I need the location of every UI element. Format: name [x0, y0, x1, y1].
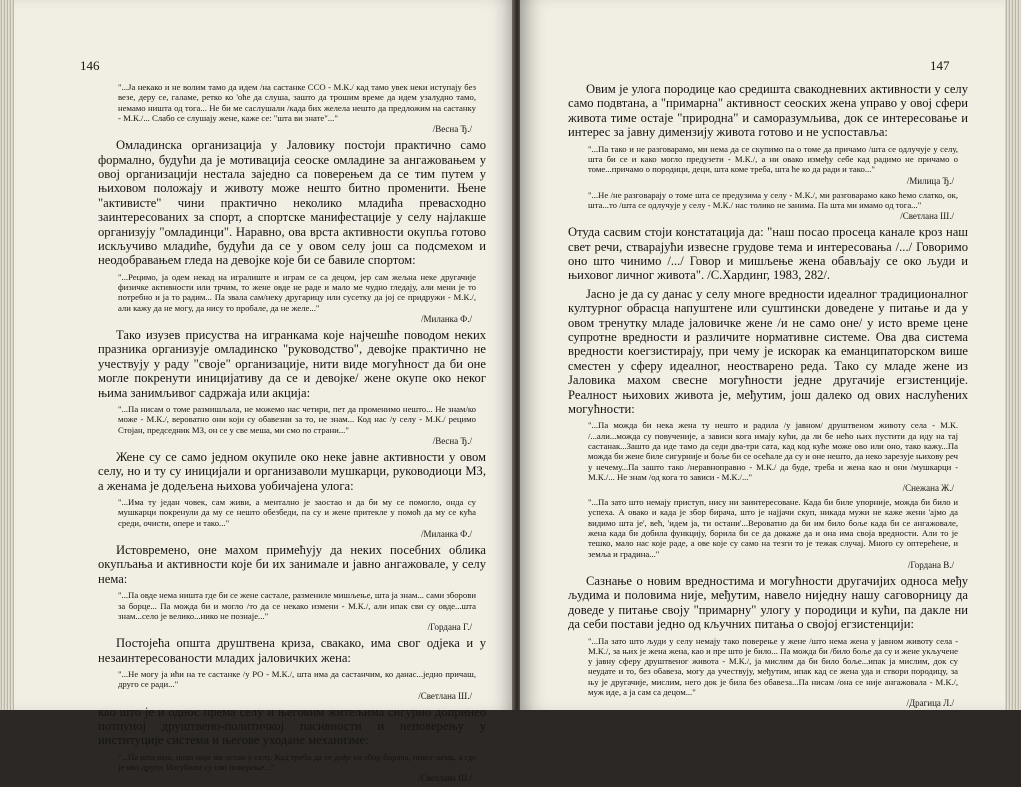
quote-attribution: /Гордана В./ — [907, 559, 954, 570]
quote-attribution: /Драгица Л./ — [906, 698, 954, 709]
body-paragraph: Сазнање о новим вредностима и могућности другачијих односа међу људима и половима није, међутим, навело ниједну нашу саговорницу да доведе у питање своју "примарну" улогу у породици и кући, па дакле ни да себи постави једно од кључних питања о својој егзистенцији: — [568, 573, 968, 632]
interview-quote: "...Па тако и не разговарамо, ми нема да се скупимо па о томе да причамо /шта се одлучује у селу, шта би се и како могло предузети - М.К./, а ни овако између себе кад радимо не причамо о томе...причамо о породици, деци, шта коме треба, шта ће ко да ради и тако..." — [588, 143, 958, 175]
quote-attribution: /Миланка Ф./ — [421, 314, 472, 325]
quote-attribution: /Светлана Ш./ — [418, 773, 472, 784]
quote-attribution: /Снежана Ж./ — [902, 483, 954, 494]
quote-attribution: /Светлана Ш./ — [418, 690, 472, 701]
body-paragraph: Отуда сасвим стоји констатација да: "наш посао просеца канале кроз наш свет речи, стварајући извесне грудове тема и интересовања /.../ Говоримо оно што чинимо /.../ Говор и мишљење жена обављају се око људи и њиховог личног живота". /С.Хардинг, 1983, 282/. — [568, 225, 968, 283]
body-paragraph: као што је и однос према селу и његовим житељима сигурно допринео потпуној друштвено-политичкој пасивности и неповерењу у институције система и његове уходане механизме: — [98, 704, 486, 748]
quote-attribution: /Милица Ђ./ — [906, 175, 954, 186]
body-paragraph: Тако изузев присуства на игранкама које најчешће поводом неких празника организује омладинско "руководство", девојке практично не учествују у раду "своје" организације, нити виде могућност да би оне могле покренути иницијативу да се и девојке/ жене окупе око неког њима занимљивог садржаја или акција: — [98, 328, 486, 400]
right-page-text — [568, 82, 968, 712]
left-page — [14, 0, 516, 784]
interview-quote: "...Не могу ја ићи на те састанке /у РО - М.К./, шта има да састанчим, ко данас...једно причаш, друго се ради..." — [118, 668, 476, 690]
page-number: 147 — [930, 58, 950, 73]
body-paragraph: Истовремено, оне махом примећују да неких посебних облика окупљања и активности које би их занимале и јавно ангажовале, у селу нема: — [98, 543, 486, 586]
interview-quote: "...Па овде нема ништа где би се жене састале, размениле мишљење, шта ја знам... сами зборови за борце... Па можда би и могло /то да се некако измени - М.К./, али ипак сви су овде...шта знам...село је велико...нико не познаје..." — [118, 590, 476, 621]
interview-quote: "...Има ту један човек, сам живи, а ментално је заостао и да би му се помогло, онда су мушкарци покренули да му се нешто обезбеди, па су и жене притекле у помоћ да му се кућа среди, очисти, опере и тако..." — [118, 497, 476, 528]
interview-quote: "...Па зато што немају приступ, нису ни заинтересоване. Када би биле упорније, можда би било и успеха. А овако и када је збор бирача, што је најјачи скуп, никада мужи не каже жени 'ајмо да видимо шта је', већ, 'идем ја, ти остани'...Вероватно да би им било боље када би се ангажовале, жена када би добила функцију, борила би се да докаже да и она има своја вредности. Али то је тешко, мало нас које раде, а ове које су само на тезги то је тежак случај. Много су оптерећене, и земља и градина..." — [588, 497, 958, 559]
body-paragraph: Омладинска организација у Јаловику постоји практично само формално, будући да је мотивација сеоске омладине за ангажовањем у овој организацији нестала заједно са поверењем да се тим путем у њиховом положају и животу може нешто битно променити. Њене "активисте" чини практично неколико младића превасходно заинтересованих за спорт, а спортске манифестације у селу најлакше организују "омладинци". Наравно, ова врста активности окупља готово искључиво младиће, будући да се у овом селу још са подсмехом и неодобравањем гледа на девојке које би се бавиле спортом: — [98, 138, 486, 268]
body-paragraph: Јасно је да су данас у селу многе вредности идеалног традиционалног културног обрасца напуштене или суштински доведене у питање и да у овом тренутку младе јаловичке жене /и не само оне/ у исто време цене супротне вредности и различите нормативне системе. Ова два система вредности коегзистирају, при чему је искорак ка еманципаторском више сместен у сферу идеалног, неостварено реда. Тако су младе жене из Јаловика махом свесне могућности једне другачије егзистенције. Реалност њихових живота је, међутим, још далеко од ових наслућених могућности: — [568, 286, 968, 416]
body-paragraph: Овим је улога породице као средишта свакодневних активности у селу само подвтана, а "примарна" активност сеоских жена управо у овој сфери живота тиме остаје "природна" и саморазумљива, док се интересовање и интерес за јавну димензију живота готово и не успостављa: — [568, 82, 968, 140]
quote-attribution: /Весна Ђ./ — [432, 124, 472, 135]
page-number: 146 — [80, 58, 100, 73]
quote-attribution: /Весна Ђ./ — [432, 435, 472, 446]
interview-quote: "...Не /не разговарају о томе шта се предузима у селу - М.К./, ми разговарамо како ћемо слатко, ок, шта...то /шта се одлучује у селу - М.К./ нас толико не занима. Па шта ми имамо од тога..." — [588, 189, 958, 210]
quote-attribution: /Гордана Г./ — [427, 622, 472, 633]
interview-quote: "...Па шта има, нико није ни остао у селу. Кад треба да се дође на збор бирача, никог нема, а где је ово друго. Изгубили су сви поверење..." — [118, 751, 476, 773]
interview-quote: "...Па нисам о томе размишљала, не можемо нас четири, пет да променимо нешто... Не знам/ко може - М.К./, вероватно они који су обавезни за то, не знам... Код нас /у селу - М.К./ рецимо Стојан, председник МЗ, он се у све меша, ми смо по страни..." — [118, 404, 476, 435]
interview-quote: "...Па зато што људи у селу немају тако поверење у жене /што нема жена у јавном животу села - М.К./, за њих је жена жена, као и пре што је било... Па можда би /било боље да су и жене укључене у јавну сферу друштвеног живота - М.К./, ја мислим да би било боље...ипак ја мислим, док су неудате и то, без обавеза, могу да учествују, међутим, ипак кад се жена уда и створи породицу, за њу је другачије, мислим, него док је била без обавеза...Па нисам /она се није ангажовала - М.К./, муж иде, а ја сам са децом..." — [588, 635, 958, 698]
body-paragraph: Жене су се само једном окупиле око неке јавне активности у овом селу, но и ту су иницијали и организаволи мушкарци, руководиоци МЗ, а женама је додељена њихова уобичајена улога: — [98, 449, 486, 493]
interview-quote: "...Па можда би нека жена ту нешто и радила /у јавном/ друштвеном животу села - М.К. /...али...можда су повученије, а зависи кога имају кући, да ли бе нећо њих пустити да иду на тај састанак...Зашто да иде тамо да седи два-три сата, кад код куће може ово или оно, тако кажу...Па можда би жене биле сигурније и боље би се осећале да су и оне нешто, да неко зарезује њихову реч у нечему...Па зашто тако /неравноправно - М.К./ да буде, треба и жена као и они /мушкарци - М.К./... Не знам /од кога то зависи - М.К./..." — [588, 420, 958, 482]
interview-quote: "...Ја некако и не волим тамо да идем /на састанке ССО - М.К./ кад тамо увек неки иступају без везе, деру се, галаме, ретко ко 'оће да слуша, зашто да трошим време да идем узалудно тамо, немамо ништа од тога... Не би ме саслушали /када бих желела нешто да предложим на састанку - М.К./... Слабо се слушају жене, каже се: "шта ви знате"..." — [118, 82, 476, 123]
right-page — [520, 0, 1007, 710]
quote-attribution: /Светлана Ш./ — [900, 211, 954, 222]
body-paragraph: Постојећа општа друштвена криза, свакако, има свог одјека и у незаинтересованости младих јаловичких жена: — [98, 636, 486, 665]
quote-attribution: /Миланка Ф./ — [421, 529, 472, 540]
interview-quote: "...Рецимо, ја одем некад на игралиште и играм се са децом, јер сам жељна неке другачије физичке активности или трчим, то жене овде не раде и мало ме чудно гледају, али мени је то потребно и ја то радим... Па звала сам/неку другарицу или сусетку да јој се придружи - М.К./, али кажу да не могу, да нису то пробале, да не желе..." — [118, 271, 476, 313]
left-page-text — [98, 82, 486, 787]
right-page-edges — [1005, 0, 1021, 710]
